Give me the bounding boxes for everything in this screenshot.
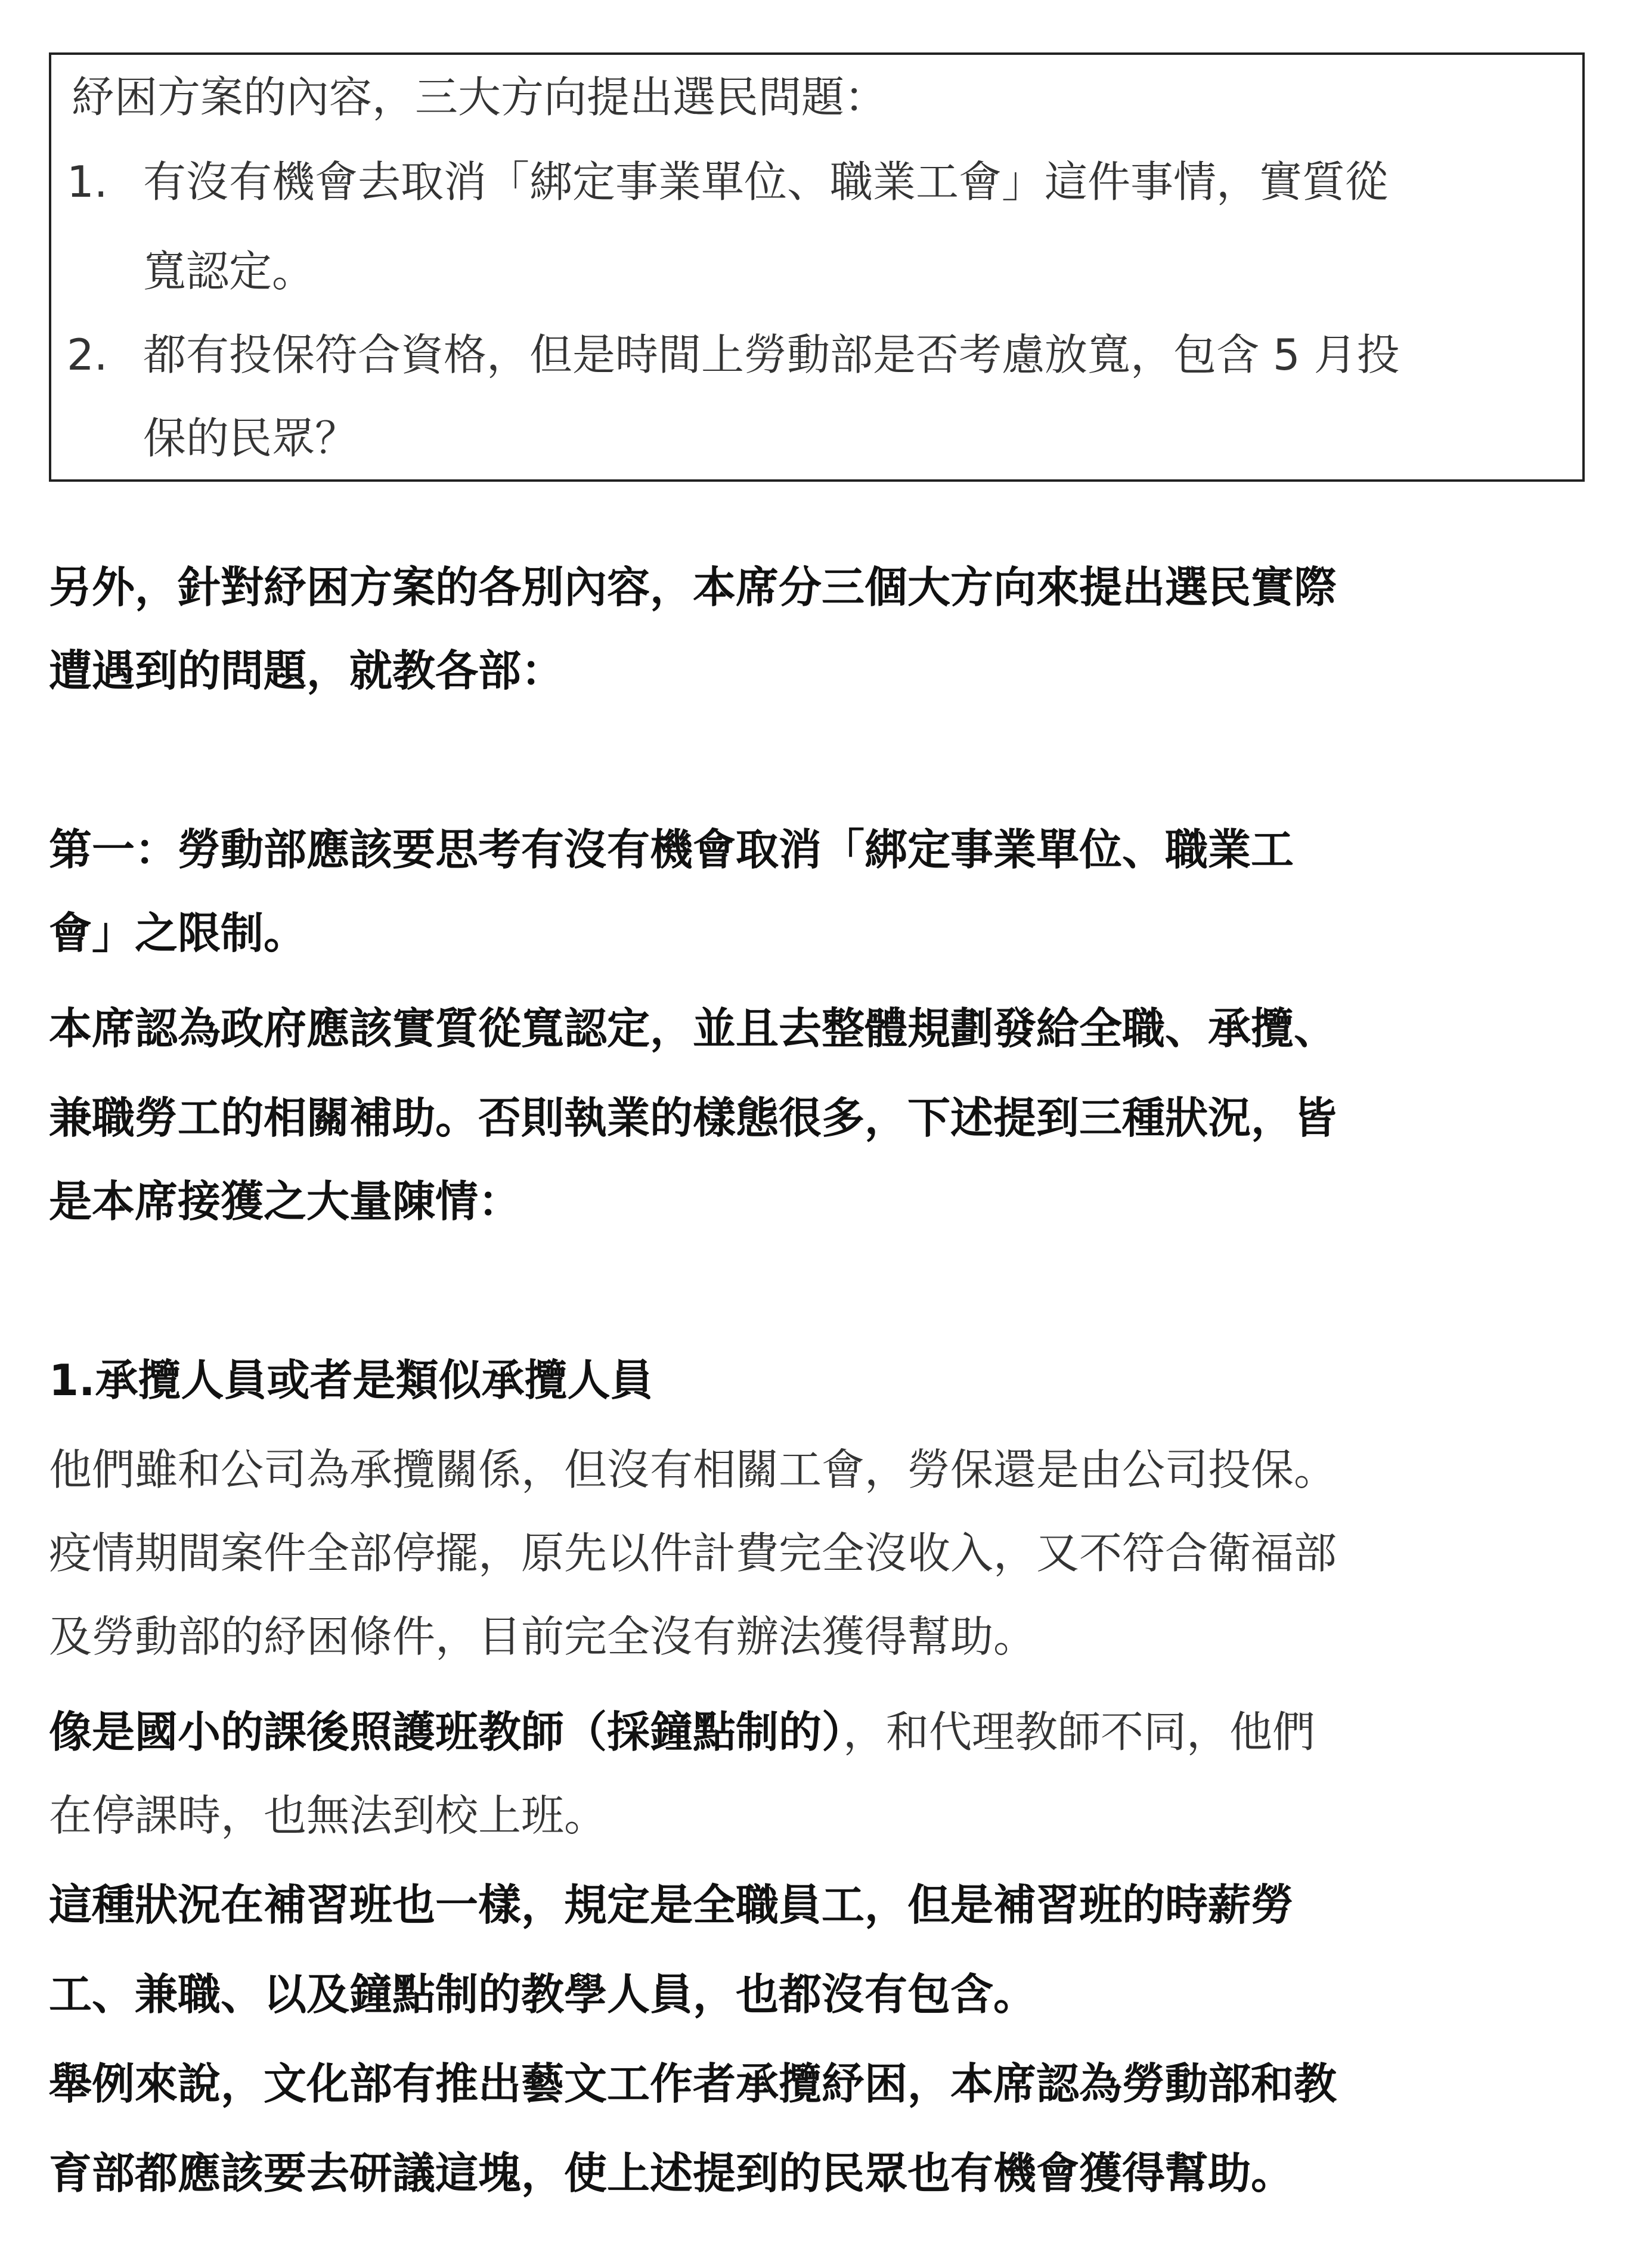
section-1-para-1-line-2: 疫情期間案件全部停擺，原先以件計費完全沒收入，又不符合衛福部	[49, 1528, 1337, 1578]
section-1-para-2-line-1	[49, 1705, 1315, 1759]
box-item-2-line-1: 都有投保符合資格，但是時間上勞動部是否考慮放寬，包含 5 月投	[143, 330, 1400, 380]
section-1-para-2-rest: ，和代理教師不同，他們	[843, 1707, 1316, 1757]
box-item-1-number: 1.	[67, 157, 108, 207]
box-item-2-line-2: 保的民眾？	[143, 413, 358, 463]
box-heading: 紓困方案的內容，三大方向提出選民問題：	[72, 72, 888, 122]
first-body-line-2: 兼職勞工的相關補助。否則執業的樣態很多，下述提到三種狀況，皆	[49, 1093, 1337, 1143]
intro-line-2: 遭遇到的問題，就教各部：	[49, 646, 565, 696]
intro-line-1: 另外，針對紓困方案的各別內容，本席分三個大方向來提出選民實際	[49, 562, 1337, 612]
section-1-para-4-line-1: 舉例來說，文化部有推出藝文工作者承攬紓困，本席認為勞動部和教	[49, 2059, 1337, 2109]
section-1-para-3-line-2: 工、兼職、以及鐘點制的教學人員，也都沒有包含。	[49, 1969, 1037, 2019]
section-1-heading: 1.承攬人員或者是類似承攬人員	[49, 1355, 653, 1405]
section-1-para-2-bold: 像是國小的課後照護班教師（採鐘點制的）	[49, 1707, 844, 1757]
box-item-2-number: 2.	[67, 330, 108, 380]
first-heading-line-1: 第一：勞動部應該要思考有沒有機會取消「綁定事業單位、職業工	[49, 825, 1294, 875]
section-1-para-4-line-2: 育部都應該要去研議這塊，使上述提到的民眾也有機會獲得幫助。	[49, 2148, 1294, 2198]
first-body-line-1: 本席認為政府應該實質從寬認定，並且去整體規劃發給全職、承攬、	[49, 1003, 1337, 1054]
box-item-1-line-1: 有沒有機會去取消「綁定事業單位、職業工會」這件事情，實質從	[143, 157, 1389, 207]
section-1-para-1-line-3: 及勞動部的紓困條件，目前完全沒有辦法獲得幫助。	[49, 1612, 1037, 1662]
section-1-para-3-line-1: 這種狀況在補習班也一樣，規定是全職員工，但是補習班的時薪勞	[49, 1880, 1294, 1930]
first-heading-line-2: 會」之限制。	[49, 908, 307, 958]
box-item-1-line-2: 寬認定。	[143, 246, 315, 296]
section-1-para-1-line-1: 他們雖和公司為承攬關係，但沒有相關工會，勞保還是由公司投保。	[49, 1445, 1337, 1495]
first-body-line-3: 是本席接獲之大量陳情：	[49, 1176, 522, 1226]
section-1-para-2-line-2: 在停課時，也無法到校上班。	[49, 1790, 608, 1841]
